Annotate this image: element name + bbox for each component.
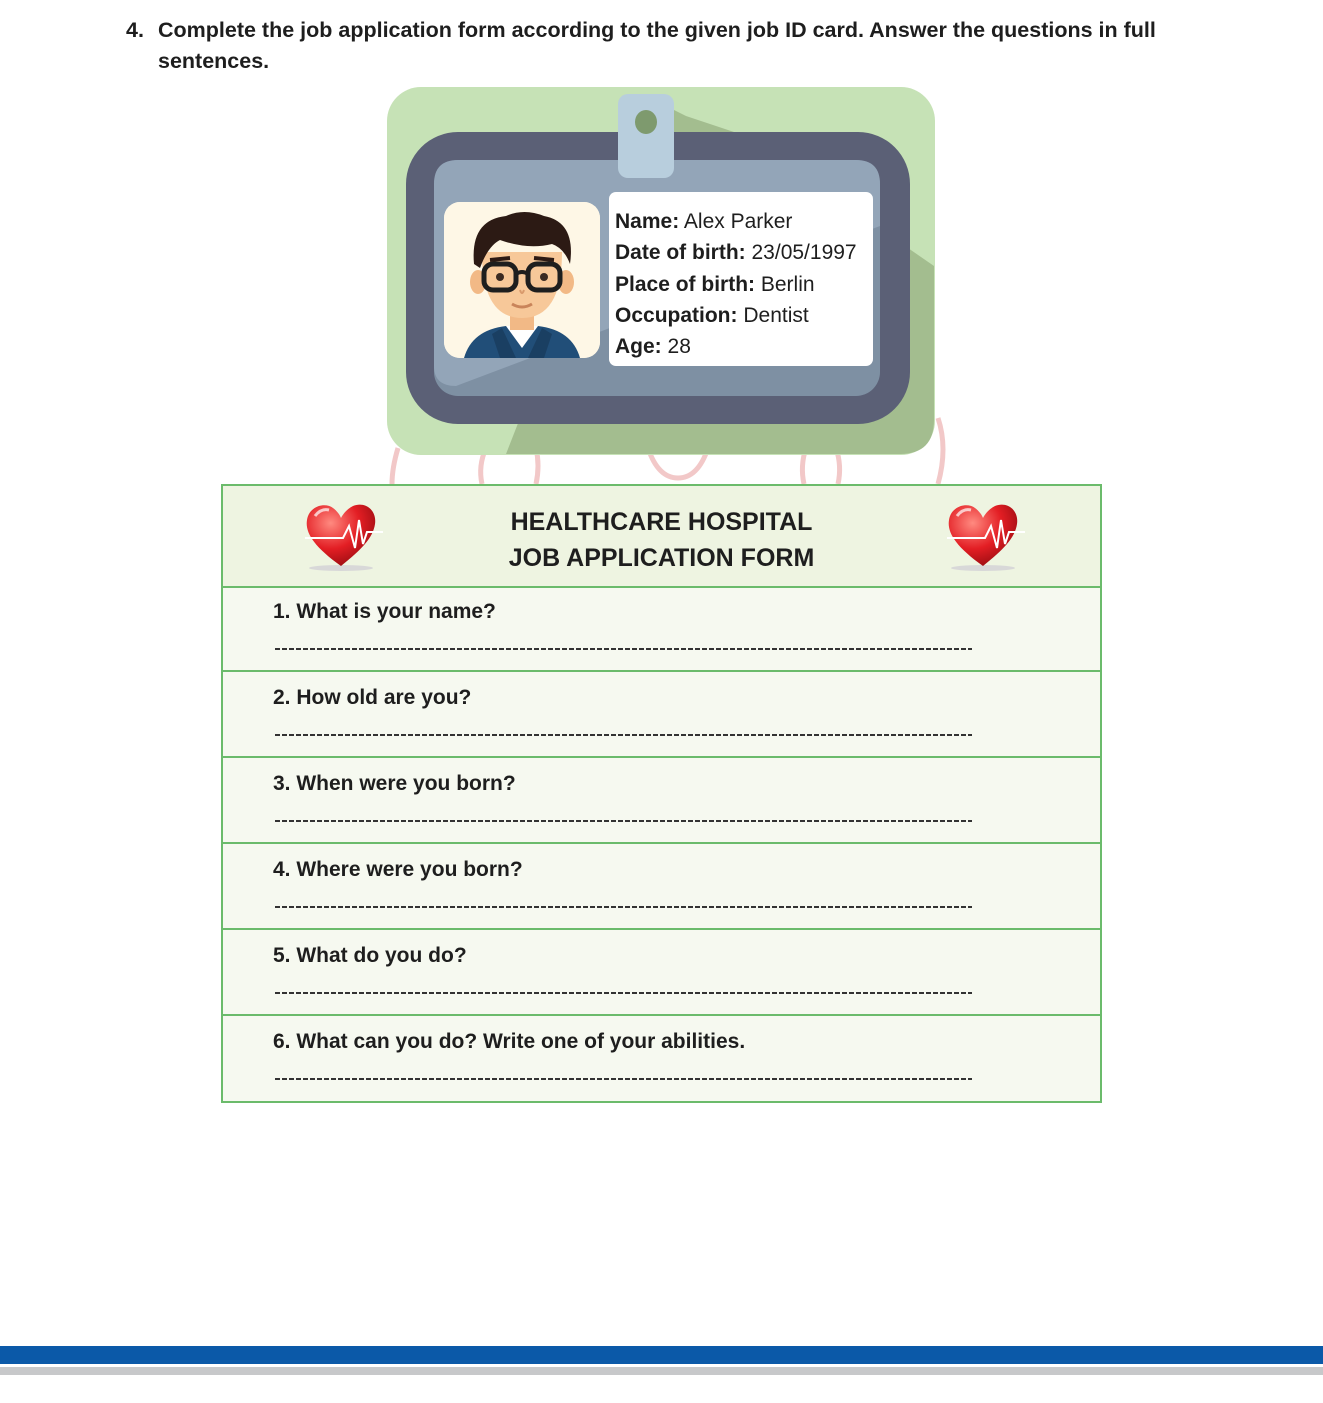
form-title-line2: JOB APPLICATION FORM [508,544,815,572]
answer-line[interactable] [275,648,972,650]
id-pob-row: Place of birth: Berlin [615,272,815,296]
exercise-instruction [126,15,1216,77]
answer-line[interactable] [275,820,972,822]
man-with-glasses-avatar-icon [444,202,600,358]
question-text: 2. How old are you? [273,686,472,709]
id-info-panel [609,192,873,366]
form-title-line1: HEALTHCARE HOSPITAL [510,508,813,536]
question-row-2 [223,674,1100,758]
footer-gray-bar [0,1367,1323,1375]
id-photo [444,202,600,358]
question-row-4 [223,846,1100,930]
exercise-text: Complete the job application form according to the given job ID card. Answer the questions in full sentences. [158,18,1156,73]
question-row-6 [223,1018,1100,1102]
question-text: 3. When were you born? [273,772,516,795]
answer-line[interactable] [275,734,972,736]
form-header [223,486,1100,588]
answer-line[interactable] [275,992,972,994]
id-name-row: Name: Alex Parker [615,210,793,233]
question-text: 4. Where were you born? [273,858,523,881]
job-id-card [386,86,938,456]
question-row-1 [223,588,1100,672]
question-text: 1. What is your name? [273,600,496,623]
exercise-number: 4. [126,18,144,42]
heart-heartbeat-icon [945,500,1027,572]
question-text: 6. What can you do? Write one of your abilities. [273,1030,746,1053]
id-age-row: Age: 28 [615,335,691,359]
answer-line[interactable] [275,1078,972,1080]
job-application-form [221,484,1102,1103]
footer-blue-bar [0,1346,1323,1364]
id-dob-row: Date of birth: 23/05/1997 [615,241,857,265]
id-occupation-row: Occupation: Dentist [615,303,809,327]
question-row-3 [223,760,1100,844]
question-text: 5. What do you do? [273,944,467,967]
answer-line[interactable] [275,906,972,908]
question-row-5 [223,932,1100,1016]
